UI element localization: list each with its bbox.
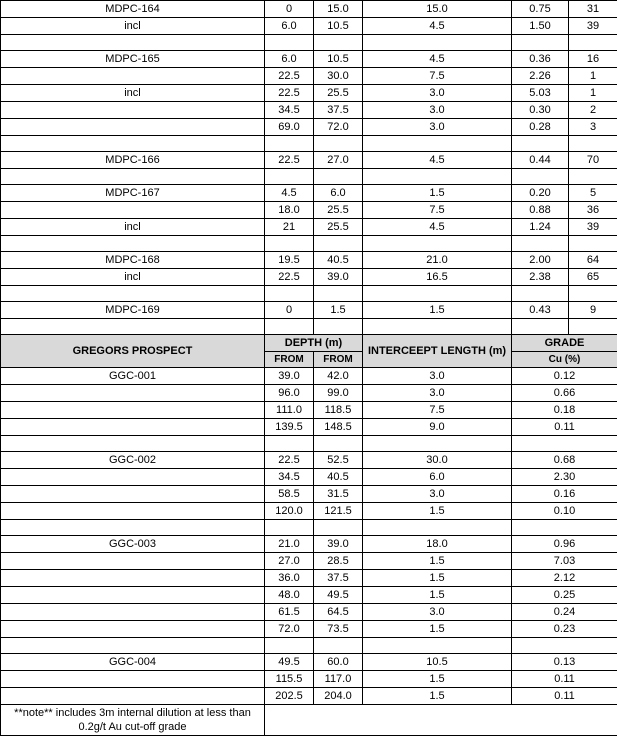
spacer-cell [512,520,617,536]
spacer-cell [1,319,265,335]
spacer-row [1,319,617,335]
grade-cell: 0.24 [512,604,617,621]
grade-cell: 0.25 [512,587,617,604]
grade-cell: 2.12 [512,570,617,587]
spacer-cell [265,286,314,302]
spacer-cell [265,638,314,654]
table-row [1,671,617,688]
grade-cell: 0.20 [512,185,569,202]
spacer-cell [363,638,512,654]
spacer-cell [1,169,265,185]
hole-id-cell [1,671,265,688]
to-header: FROM [314,352,363,368]
grade-cell: 0.68 [512,452,617,469]
hole-id-cell: incl [1,85,265,102]
grade-header: GRADE [512,335,617,352]
spacer-cell [512,319,569,335]
table-row [1,269,617,286]
interval-length-cell: 1.5 [363,621,512,638]
spacer-cell [1,35,265,51]
spacer-cell [314,638,363,654]
hole-id-cell [1,486,265,503]
spacer-row [1,169,617,185]
table-row [1,604,617,621]
table-row [1,536,617,553]
prospect-title: GREGORS PROSPECT [1,335,265,368]
extra-value-cell: 3 [569,119,617,136]
from-cell: 48.0 [265,587,314,604]
from-header: FROM [265,352,314,368]
note-row [1,705,617,736]
grade-cell: 0.13 [512,654,617,671]
spacer-cell [314,436,363,452]
grade-cell: 0.10 [512,503,617,520]
table-row [1,185,617,202]
interval-length-cell: 1.5 [363,587,512,604]
extra-value-cell: 39 [569,219,617,236]
spacer-row [1,520,617,536]
table-row [1,202,617,219]
spacer-row [1,436,617,452]
to-cell: 25.5 [314,85,363,102]
spacer-cell [314,319,363,335]
spacer-cell [314,236,363,252]
to-cell: 25.5 [314,202,363,219]
spacer-cell [363,319,512,335]
to-cell: 121.5 [314,503,363,520]
interval-length-cell: 10.5 [363,654,512,671]
from-cell: 6.0 [265,18,314,35]
grade-cell: 2.30 [512,469,617,486]
to-cell: 99.0 [314,385,363,402]
grade-cell: 7.03 [512,553,617,570]
spacer-cell [314,136,363,152]
spacer-cell [512,638,617,654]
from-cell: 22.5 [265,269,314,286]
hole-id-cell [1,503,265,520]
extra-value-cell: 39 [569,18,617,35]
to-cell: 40.5 [314,469,363,486]
table-row [1,469,617,486]
dilution-note: **note** includes 3m internal dilution at less than 0.2g/t Au cut-off grade [1,705,265,736]
interval-length-cell: 4.5 [363,18,512,35]
grade-unit-header: Cu (%) [512,352,617,368]
hole-id-cell [1,119,265,136]
extra-value-cell: 65 [569,269,617,286]
interval-length-cell: 30.0 [363,452,512,469]
grade-cell: 2.26 [512,68,569,85]
interval-length-cell: 1.5 [363,553,512,570]
interval-length-cell: 4.5 [363,51,512,68]
from-cell: 4.5 [265,185,314,202]
hole-id-cell [1,385,265,402]
spacer-cell [1,436,265,452]
grade-cell: 2.38 [512,269,569,286]
hole-id-cell: incl [1,219,265,236]
from-cell: 0 [265,1,314,18]
from-cell: 22.5 [265,452,314,469]
from-cell: 111.0 [265,402,314,419]
table-row [1,503,617,520]
interval-length-cell: 3.0 [363,85,512,102]
to-cell: 73.5 [314,621,363,638]
grade-cell: 0.16 [512,486,617,503]
table-row [1,688,617,705]
interval-length-cell: 9.0 [363,419,512,436]
depth-header: DEPTH (m) [265,335,363,352]
to-cell: 25.5 [314,219,363,236]
grade-cell: 0.11 [512,688,617,705]
hole-id-cell [1,688,265,705]
from-cell: 39.0 [265,368,314,385]
grade-cell: 0.23 [512,621,617,638]
from-cell: 18.0 [265,202,314,219]
hole-id-cell: MDPC-165 [1,51,265,68]
hole-id-cell [1,419,265,436]
grade-cell: 5.03 [512,85,569,102]
spacer-cell [265,520,314,536]
hole-id-cell: incl [1,269,265,286]
extra-value-cell: 2 [569,102,617,119]
spacer-cell [1,236,265,252]
to-cell: 27.0 [314,152,363,169]
table-row [1,102,617,119]
grade-cell: 0.11 [512,419,617,436]
spacer-cell [265,236,314,252]
from-cell: 36.0 [265,570,314,587]
hole-id-cell: incl [1,18,265,35]
spacer-cell [265,35,314,51]
from-cell: 58.5 [265,486,314,503]
hole-id-cell: GGC-003 [1,536,265,553]
extra-value-cell: 36 [569,202,617,219]
from-cell: 19.5 [265,252,314,269]
to-cell: 60.0 [314,654,363,671]
table-row [1,219,617,236]
table-row [1,452,617,469]
from-cell: 139.5 [265,419,314,436]
table-row [1,18,617,35]
hole-id-cell: MDPC-168 [1,252,265,269]
table-row [1,119,617,136]
to-cell: 204.0 [314,688,363,705]
from-cell: 96.0 [265,385,314,402]
to-cell: 39.0 [314,269,363,286]
table-row [1,68,617,85]
interval-length-cell: 18.0 [363,536,512,553]
spacer-cell [1,638,265,654]
spacer-row [1,236,617,252]
table-row [1,486,617,503]
from-cell: 202.5 [265,688,314,705]
hole-id-cell [1,570,265,587]
to-cell: 1.5 [314,302,363,319]
hole-id-cell [1,68,265,85]
table-row [1,654,617,671]
from-cell: 34.5 [265,469,314,486]
extra-value-cell: 1 [569,68,617,85]
hole-id-cell: MDPC-167 [1,185,265,202]
spacer-cell [265,136,314,152]
table-row [1,402,617,419]
interval-length-cell: 7.5 [363,202,512,219]
hole-id-cell [1,553,265,570]
to-cell: 30.0 [314,68,363,85]
spacer-cell [265,169,314,185]
from-cell: 34.5 [265,102,314,119]
spacer-cell [512,286,569,302]
from-cell: 61.5 [265,604,314,621]
spacer-row [1,638,617,654]
from-cell: 21.0 [265,536,314,553]
spacer-row [1,35,617,51]
spacer-cell [363,136,512,152]
interval-length-cell: 7.5 [363,402,512,419]
table-row [1,570,617,587]
table-row [1,385,617,402]
spacer-cell [363,520,512,536]
gregors-header-row-1 [1,335,617,352]
to-cell: 118.5 [314,402,363,419]
spacer-cell [569,35,617,51]
spacer-cell [569,319,617,335]
hole-id-cell: MDPC-164 [1,1,265,18]
interval-length-cell: 1.5 [363,688,512,705]
spacer-cell [314,286,363,302]
table-row [1,152,617,169]
intercept-length-header: INTERCEEPT LENGTH (m) [363,335,512,368]
grade-cell: 0.12 [512,368,617,385]
interval-length-cell: 1.5 [363,570,512,587]
extra-value-cell: 5 [569,185,617,202]
from-cell: 49.5 [265,654,314,671]
grade-cell: 0.18 [512,402,617,419]
to-cell: 10.5 [314,18,363,35]
hole-id-cell [1,402,265,419]
table-row [1,419,617,436]
table-row [1,302,617,319]
spacer-cell [363,169,512,185]
interval-length-cell: 4.5 [363,152,512,169]
from-cell: 6.0 [265,51,314,68]
from-cell: 22.5 [265,152,314,169]
grade-cell: 1.50 [512,18,569,35]
grade-cell: 0.36 [512,51,569,68]
grade-cell: 0.30 [512,102,569,119]
table-row [1,51,617,68]
from-cell: 72.0 [265,621,314,638]
interval-length-cell: 3.0 [363,604,512,621]
hole-id-cell: MDPC-166 [1,152,265,169]
table-row [1,252,617,269]
spacer-cell [569,136,617,152]
interval-length-cell: 4.5 [363,219,512,236]
spacer-cell [512,136,569,152]
table-row [1,553,617,570]
mdpc-results-body [1,1,617,335]
interval-length-cell: 1.5 [363,302,512,319]
from-cell: 0 [265,302,314,319]
spacer-cell [512,35,569,51]
to-cell: 28.5 [314,553,363,570]
interval-length-cell: 21.0 [363,252,512,269]
extra-value-cell: 9 [569,302,617,319]
grade-cell: 0.66 [512,385,617,402]
spacer-cell [1,136,265,152]
interval-length-cell: 3.0 [363,102,512,119]
grade-cell: 0.28 [512,119,569,136]
extra-value-cell: 31 [569,1,617,18]
note-section [1,705,617,736]
hole-id-cell [1,202,265,219]
grade-cell: 0.88 [512,202,569,219]
hole-id-cell [1,587,265,604]
hole-id-cell [1,604,265,621]
hole-id-cell [1,621,265,638]
interval-length-cell: 15.0 [363,1,512,18]
to-cell: 52.5 [314,452,363,469]
table-row [1,587,617,604]
spacer-cell [1,520,265,536]
spacer-cell [363,286,512,302]
spacer-cell [512,436,617,452]
interval-length-cell: 3.0 [363,385,512,402]
table-row [1,1,617,18]
hole-id-cell [1,469,265,486]
grade-cell: 0.11 [512,671,617,688]
spacer-cell [512,169,569,185]
to-cell: 39.0 [314,536,363,553]
spacer-cell [512,236,569,252]
spacer-cell [363,236,512,252]
spacer-row [1,136,617,152]
spacer-cell [314,169,363,185]
spacer-cell [363,35,512,51]
extra-value-cell: 70 [569,152,617,169]
from-cell: 22.5 [265,68,314,85]
to-cell: 37.5 [314,570,363,587]
grade-cell: 2.00 [512,252,569,269]
extra-value-cell: 1 [569,85,617,102]
table-row [1,368,617,385]
grade-cell: 0.75 [512,1,569,18]
spacer-cell [314,520,363,536]
to-cell: 31.5 [314,486,363,503]
table-row [1,621,617,638]
from-cell: 21 [265,219,314,236]
spacer-cell [569,286,617,302]
interval-length-cell: 3.0 [363,486,512,503]
hole-id-cell: MDPC-169 [1,302,265,319]
grade-cell: 0.44 [512,152,569,169]
extra-value-cell: 64 [569,252,617,269]
to-cell: 49.5 [314,587,363,604]
to-cell: 37.5 [314,102,363,119]
interval-length-cell: 7.5 [363,68,512,85]
interval-length-cell: 6.0 [363,469,512,486]
hole-id-cell: GGC-002 [1,452,265,469]
to-cell: 15.0 [314,1,363,18]
to-cell: 72.0 [314,119,363,136]
to-cell: 117.0 [314,671,363,688]
from-cell: 69.0 [265,119,314,136]
interval-length-cell: 3.0 [363,119,512,136]
gregors-header [1,335,617,368]
grade-cell: 1.24 [512,219,569,236]
spacer-row [1,286,617,302]
interval-length-cell: 1.5 [363,671,512,688]
hole-id-cell: GGC-001 [1,368,265,385]
from-cell: 120.0 [265,503,314,520]
from-cell: 115.5 [265,671,314,688]
from-cell: 27.0 [265,553,314,570]
spacer-cell [1,286,265,302]
to-cell: 6.0 [314,185,363,202]
spacer-cell [314,35,363,51]
hole-id-cell [1,102,265,119]
to-cell: 40.5 [314,252,363,269]
spacer-cell [265,319,314,335]
to-cell: 148.5 [314,419,363,436]
interval-length-cell: 16.5 [363,269,512,286]
table-row [1,85,617,102]
spacer-cell [363,436,512,452]
interval-length-cell: 3.0 [363,368,512,385]
spacer-cell [265,436,314,452]
from-cell: 22.5 [265,85,314,102]
to-cell: 42.0 [314,368,363,385]
hole-id-cell: GGC-004 [1,654,265,671]
spacer-cell [569,169,617,185]
spacer-cell [569,236,617,252]
note-blank-cell [265,705,617,736]
to-cell: 64.5 [314,604,363,621]
extra-value-cell: 16 [569,51,617,68]
grade-cell: 0.43 [512,302,569,319]
interval-length-cell: 1.5 [363,185,512,202]
interval-length-cell: 1.5 [363,503,512,520]
grade-cell: 0.96 [512,536,617,553]
to-cell: 10.5 [314,51,363,68]
gregors-results-body [1,368,617,705]
